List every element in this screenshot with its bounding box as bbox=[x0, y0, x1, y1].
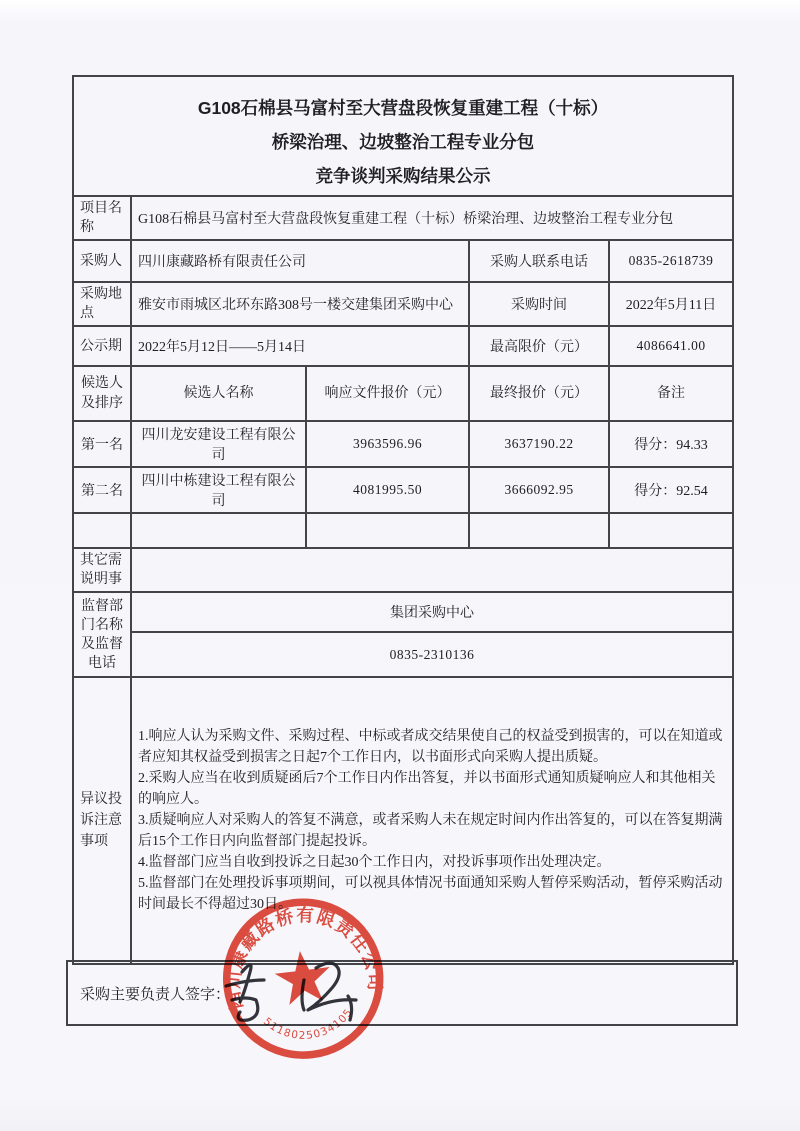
objection-item-3: 3.质疑响应人对采购人的答复不满意，或者采购人未在规定时间内作出答复的，可以在答复期满后15个工作日内向监督部门提起投诉。 bbox=[138, 813, 723, 849]
purchaser-value: 四川康藏路桥有限责任公司 bbox=[131, 240, 469, 282]
other-notes-value bbox=[131, 548, 733, 592]
supervision-phone: 0835-2310136 bbox=[131, 632, 733, 677]
objection-text bbox=[131, 677, 733, 964]
candidate-note bbox=[609, 513, 733, 548]
signature-row bbox=[66, 960, 738, 1026]
candidate-empty-row bbox=[73, 513, 733, 548]
location-value: 雅安市雨城区北环东路308号一楼交建集团采购中心 bbox=[131, 282, 469, 326]
procurement-result-table bbox=[72, 75, 734, 965]
candidate-name bbox=[131, 513, 306, 548]
candidate-final: 3666092.95 bbox=[469, 467, 609, 513]
document-title bbox=[73, 76, 733, 196]
title-line-3: 竞争谈判采购结果公示 bbox=[315, 166, 491, 186]
objection-row bbox=[73, 677, 733, 964]
objection-label: 异议投诉注意事项 bbox=[73, 677, 131, 964]
project-name-value: G108石棉县马富村至大营盘段恢复重建工程（十标）桥梁治理、边坡整治工程专业分包 bbox=[131, 196, 733, 240]
time-label: 采购时间 bbox=[469, 282, 609, 326]
candidate-row bbox=[73, 421, 733, 467]
signature-label: 采购主要负责人签字： bbox=[80, 986, 231, 1003]
publicity-row bbox=[73, 326, 733, 366]
title-line-1: G108石棉县马富村至大营盘段恢复重建工程（十标） bbox=[197, 98, 609, 118]
candidate-note: 得分：92.54 bbox=[609, 467, 733, 513]
header-candidate-name: 候选人名称 bbox=[131, 366, 306, 421]
location-label: 采购地点 bbox=[73, 282, 131, 326]
purchaser-label: 采购人 bbox=[73, 240, 131, 282]
supervision-label: 监督部门名称及监督电话 bbox=[73, 592, 131, 677]
candidate-final bbox=[469, 513, 609, 548]
max-price-value: 4086641.00 bbox=[609, 326, 733, 366]
candidate-bid: 4081995.50 bbox=[306, 467, 469, 513]
candidate-name: 四川龙安建设工程有限公司 bbox=[131, 421, 306, 467]
project-name-label: 项目名称 bbox=[73, 196, 131, 240]
candidate-rank: 第一名 bbox=[73, 421, 131, 467]
publicity-label: 公示期 bbox=[73, 326, 131, 366]
header-rank: 候选人及排序 bbox=[73, 366, 131, 421]
seal-number: 5118025034105 bbox=[260, 1006, 356, 1042]
header-final-bid: 最终报价（元） bbox=[469, 366, 609, 421]
objection-item-1: 1.响应人认为采购文件、采购过程、中标或者成交结果使自己的权益受到损害的，可以在知道或者应知其权益受到损害之日起7个工作日内，以书面形式向采购人提出质疑。 bbox=[138, 729, 723, 765]
other-notes-row bbox=[73, 548, 733, 592]
location-row bbox=[73, 282, 733, 326]
candidate-rank: 第二名 bbox=[73, 467, 131, 513]
publicity-value: 2022年5月12日——5月14日 bbox=[131, 326, 469, 366]
candidate-name: 四川中栋建设工程有限公司 bbox=[131, 467, 306, 513]
max-price-label: 最高限价（元） bbox=[469, 326, 609, 366]
project-name-row bbox=[73, 196, 733, 240]
candidate-final: 3637190.22 bbox=[469, 421, 609, 467]
supervision-row bbox=[73, 592, 733, 632]
other-notes-label: 其它需说明事 bbox=[73, 548, 131, 592]
purchaser-phone-label: 采购人联系电话 bbox=[469, 240, 609, 282]
header-remark: 备注 bbox=[609, 366, 733, 421]
candidate-bid: 3963596.96 bbox=[306, 421, 469, 467]
candidate-note: 得分：94.33 bbox=[609, 421, 733, 467]
objection-item-4: 4.监督部门应当自收到投诉之日起30个工作日内，对投诉事项作出处理决定。 bbox=[138, 855, 611, 870]
candidate-bid bbox=[306, 513, 469, 548]
header-response-bid: 响应文件报价（元） bbox=[306, 366, 469, 421]
objection-item-5: 5.监督部门在处理投诉事项期间，可以视具体情况书面通知采购人暂停采购活动，暂停采购活动时间最长不得超过30日。 bbox=[138, 876, 723, 912]
candidate-rank bbox=[73, 513, 131, 548]
purchaser-phone-value: 0835-2618739 bbox=[609, 240, 733, 282]
candidate-row bbox=[73, 467, 733, 513]
purchaser-row bbox=[73, 240, 733, 282]
objection-item-2: 2.采购人应当在收到质疑函后7个工作日内作出答复，并以书面形式通知质疑响应人和其他相关的响应人。 bbox=[138, 771, 716, 807]
candidates-header-row bbox=[73, 366, 733, 421]
supervision-department: 集团采购中心 bbox=[131, 592, 733, 632]
time-value: 2022年5月11日 bbox=[609, 282, 733, 326]
title-line-2: 桥梁治理、边坡整治工程专业分包 bbox=[271, 132, 535, 152]
seal-company-text: 四川康藏路桥有限责任公司 bbox=[222, 905, 386, 1012]
